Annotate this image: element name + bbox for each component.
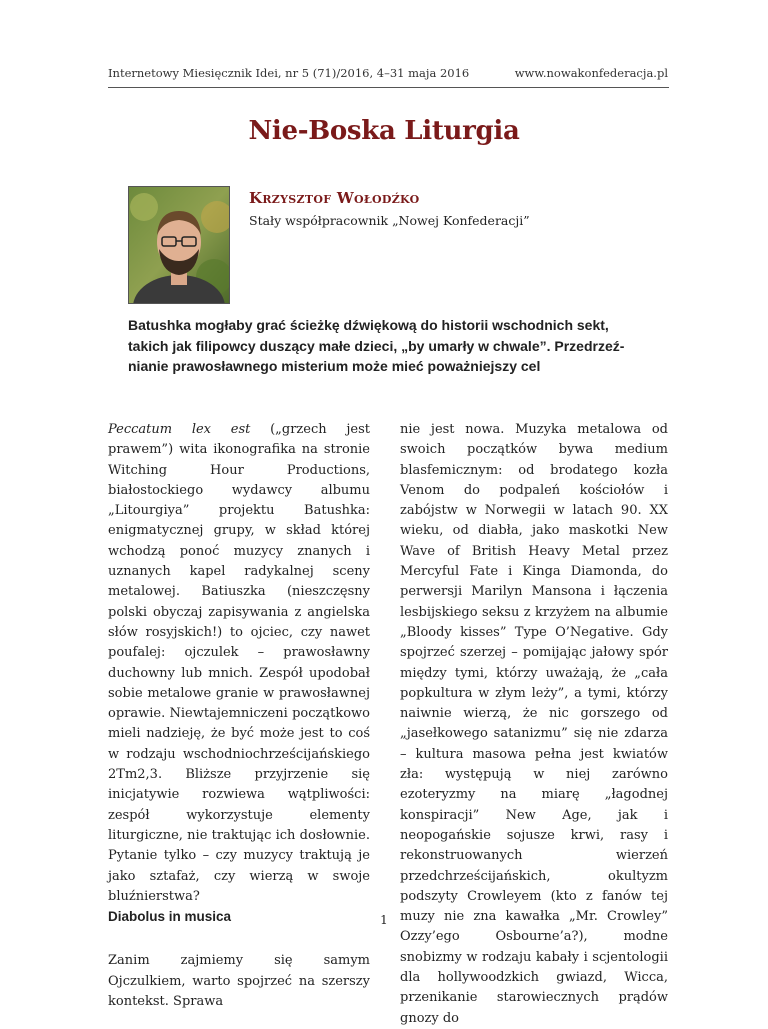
body-paragraph (108, 420, 370, 907)
body-paragraph-2: Zanim zajmiemy się samym Ojczulkiem, warto spojrzeć na szerszy kontekst. Sprawa (108, 953, 370, 1010)
author-name: Krzysztof Wołodźko (249, 189, 420, 207)
author-role: Stały współpracownik „Nowej Konfederacji” (249, 213, 530, 228)
article-lead (128, 315, 648, 377)
author-photo (128, 186, 230, 304)
lead-text: Batushka mogłaby grać ścieżkę dźwiękową do historii wschodnich sekt, takich jak filipowcy duszący małe dzieci, „by umarły w chwale”. Przedrzeźnianie prawosławnego misterium może mieć poważniejszy cel (128, 317, 625, 374)
header-divider (108, 87, 669, 88)
body-paragraph-continued: nie jest nowa. Muzyka metalowa od swoich początków bywa medium blasfemicznym: od brodatego kozła Venom do podpaleń kościołów i zabójstw w Norwegii w latach 90. XX wieku, od diabła, jako maskotki New Wave of British Heavy Metal przez Mercyful Fate i Kinga Diamonda, do perwersji Marilyn Mansona i łączenia lesbijskiego seksu z krzyżem na albumie „Bloody kisses” Type O’Negative. Gdy spojrzeć szerzej – pomijając jałowy spór między tymi, którzy uważają, że „cała popkultura w złym leży”, a tymi, którzy naiwnie wierzą, że nic gorszego od „jasełkowego satanizmu” się nie zdarza – kultura masowa pełna jest kwiatów zła: występują w niej zarówno ezoteryzmy na miarę „łagodnej konspiracji” New Age, jak i neopogańskie sojusze krwi, rasy i rekonstruowanych wierzeń przedchrześcijańskich, okultyzm podszyty Crowleyem (kto z fanów tej muzy nie zna kawałka „Mr. Crowley” Ozzy’ego Osbourne’a?), modne snobizmy w rodzaju kabały i scjentologii dla hollywoodzkich gwiazd, Wicca, przenikanie starowiecznych prądów gnozy do (400, 422, 668, 1026)
page-header (108, 66, 668, 88)
right-column (400, 420, 668, 1029)
journal-info: Internetowy Miesięcznik Idei, nr 5 (71)/2016, 4–31 maja 2016 (108, 66, 470, 80)
paragraph-text: („grzech jest prawem”) wita ikonografika na stronie Witching Hour Productions, białostockiego wydawcy albumu „Litourgiya” projektu Batushka: enigmatycznej grupy, w skład której wchodzą ponoć muzycy znanych i uznanych kapel radykalnej sceny metalowej. Batiuszka (nieszczęsny polski obyczaj zapisywania z angielska słów rosyjskich!) to ojciec, czy nawet poufalej: ojczulek – prawosławny duchowny lub mnich. Zespół upodobał sobie metalowe granie w prawosławnej oprawie. Niewtajemniczeni początkowo mieli nadzieję, że być może jest to coś w rodzaju wschodniochrześcijańskiego 2Tm2,3. Bliższe przyjrzenie się inicjatywie rozwiewa wątpliwości: zespół wykorzystuje elementy liturgiczne, nie traktując ich dosłownie. Pytanie tylko – czy muzycy traktują je jako sztafaż, czy wierzą w swoje bluźnierstwa? (108, 422, 370, 904)
page-number: 1 (380, 913, 388, 927)
website-link[interactable]: www.nowakonfederacja.pl (514, 66, 668, 80)
latin-phrase: Peccatum lex est (108, 422, 251, 437)
section-subheading: Diabolus in musica (108, 909, 232, 925)
article-title: Nie-Boska Liturgia (248, 116, 520, 146)
